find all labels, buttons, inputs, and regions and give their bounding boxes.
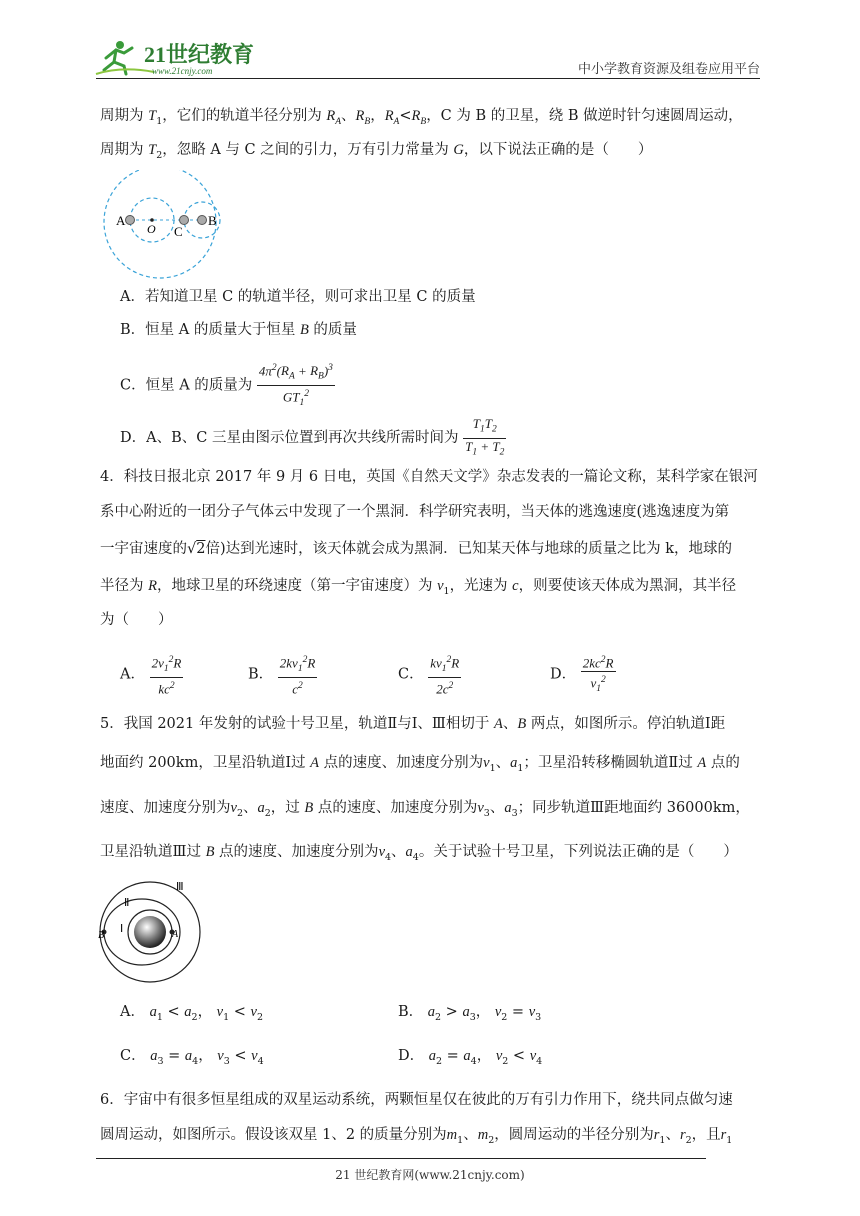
formula-collinear-time: $\frac{T_1T_2}{T_1 + T_2}$ — [465, 416, 505, 458]
q5-option-c: C． $a_3 = a_4$， $v_3 < v_4$ — [120, 1048, 264, 1067]
q4-line-5: 为（ ） — [100, 612, 173, 628]
svg-text:Ⅱ: Ⅱ — [124, 897, 130, 909]
svg-text:B: B — [98, 930, 105, 941]
q5-line-2: 地面约 200km，卫星沿轨道Ⅰ过 A 点的速度、加速度分别为$v_1$、$a_1$；卫星沿转移椭圆轨道Ⅱ过 A 点的 — [100, 755, 740, 774]
footer-divider — [96, 1158, 706, 1159]
q5-figure — [98, 876, 218, 988]
q5-line-4: 卫星沿轨道Ⅲ过 B 点的速度、加速度分别为$v_4$、$a_4$。关于试验十号卫星，下列说法正确的是（ ） — [100, 844, 738, 863]
q4-line-3: 一宇宙速度的√2倍)达到光速时，该天体就会成为黑洞．已知某天体与地球的质量之比为 k，地球的 — [100, 541, 733, 557]
sqrt-2-symbol: √2 — [187, 541, 206, 557]
q4-line-2: 系中心附近的一团分子气体云中发现了一个黑洞．科学研究表明，当天体的逃逸速度(逃逸速度为第 — [100, 504, 730, 520]
header-divider — [96, 78, 760, 79]
q5-line-3: 速度、加速度分别为$v_2$、$a_2$，过 B 点的速度、加速度分别为$v_3$、$a_3$；同步轨道Ⅲ距地面约 36000km， — [100, 800, 750, 819]
q5-option-d: D． $a_2 = a_4$， $v_2 < v_4$ — [398, 1048, 543, 1067]
formula-mass-a: $\frac{4\pi^2(R_A + R_B)^3}{GT_1^2}$ — [257, 360, 335, 411]
q4-line-1: 4．科技日报北京 2017 年 9 月 6 日电，英国《自然天文学》杂志发表的一篇论文称，某科学家在银河 — [100, 469, 758, 485]
platform-label: 中小学教育资源及组卷应用平台 — [577, 62, 760, 77]
q5-line-1: 5．我国 2021 年发射的试验十号卫星，轨道Ⅱ与Ⅰ、Ⅲ相切于 A、B 两点，如图所示。停泊轨道Ⅰ距 — [100, 716, 726, 732]
svg-text:B: B — [208, 213, 217, 228]
q3-option-b: B．恒星 A 的质量大于恒星 B 的质量 — [120, 322, 357, 338]
q3-figure — [100, 170, 240, 280]
q6-line-2: 圆周运动，如图所示。假设该双星 1、2 的质量分别为$m_1$、$m_2$，圆周运动的半径分别为$r_1$、$r_2$，且$r_1$ — [100, 1127, 733, 1146]
q5-option-b: B． $a_2 > a_3$， $v_2 = v_3$ — [398, 1004, 542, 1023]
q4-option-d: D． $\frac{2kc^2R}{v_1^2}$ — [550, 652, 616, 697]
brand-logo — [92, 36, 262, 80]
svg-text:www.21cnjy.com: www.21cnjy.com — [152, 66, 213, 76]
svg-text:A: A — [116, 213, 126, 228]
q3-option-c: C．恒星 A 的质量为 $\frac{4\pi^2(R_A + R_B)^3}{GT_1^2}$ — [120, 360, 335, 411]
q4-option-c: C． $\frac{kv_1^2R}{2c^2}$ — [398, 652, 461, 697]
svg-text:A: A — [172, 929, 179, 940]
q3-option-a: A．若知道卫星 C 的轨道半径，则可求出卫星 C 的质量 — [120, 289, 476, 305]
svg-text:C: C — [174, 224, 183, 239]
q4-line-4: 半径为 R，地球卫星的环绕速度（第一宇宙速度）为 $v_1$，光速为 c，则要使该天体成为黑洞，其半径 — [100, 578, 737, 597]
q5-option-a: A． $a_1 < a_2$， $v_1 < v_2$ — [120, 1004, 264, 1023]
svg-text:Ⅲ: Ⅲ — [176, 881, 184, 893]
q4-option-a: A． $\frac{2v_1^2R}{kc^2}$ — [120, 652, 183, 697]
q4-option-b: B． $\frac{2kv_1^2R}{c^2}$ — [248, 652, 317, 697]
q3-line-2: 周期为 $T_2$，忽略 A 与 C 之间的引力，万有引力常量为 G，以下说法正确的是（ ） — [100, 142, 653, 161]
q6-line-1: 6．宇宙中有很多恒星组成的双星运动系统，两颗恒星仅在彼此的万有引力作用下，绕共同点做匀速 — [100, 1092, 733, 1108]
q3-line-1: 周期为 $T_1$，它们的轨道半径分别为 $R_A$、$R_B$，$R_A<R_B$，C 为 B 的卫星，绕 B 做逆时针匀速圆周运动， — [100, 108, 743, 127]
q3-option-d: D．A、B、C 三星由图示位置到再次共线所需时间为 $\frac{T_1T_2}{T_1 + T_2}$ — [120, 416, 506, 460]
footer-source: 21 世纪教育网(www.21cnjy.com) — [335, 1168, 525, 1182]
svg-text:Ⅰ: Ⅰ — [120, 923, 124, 935]
svg-text:O: O — [147, 222, 156, 236]
svg-text:21世纪教育: 21世纪教育 — [144, 42, 255, 67]
